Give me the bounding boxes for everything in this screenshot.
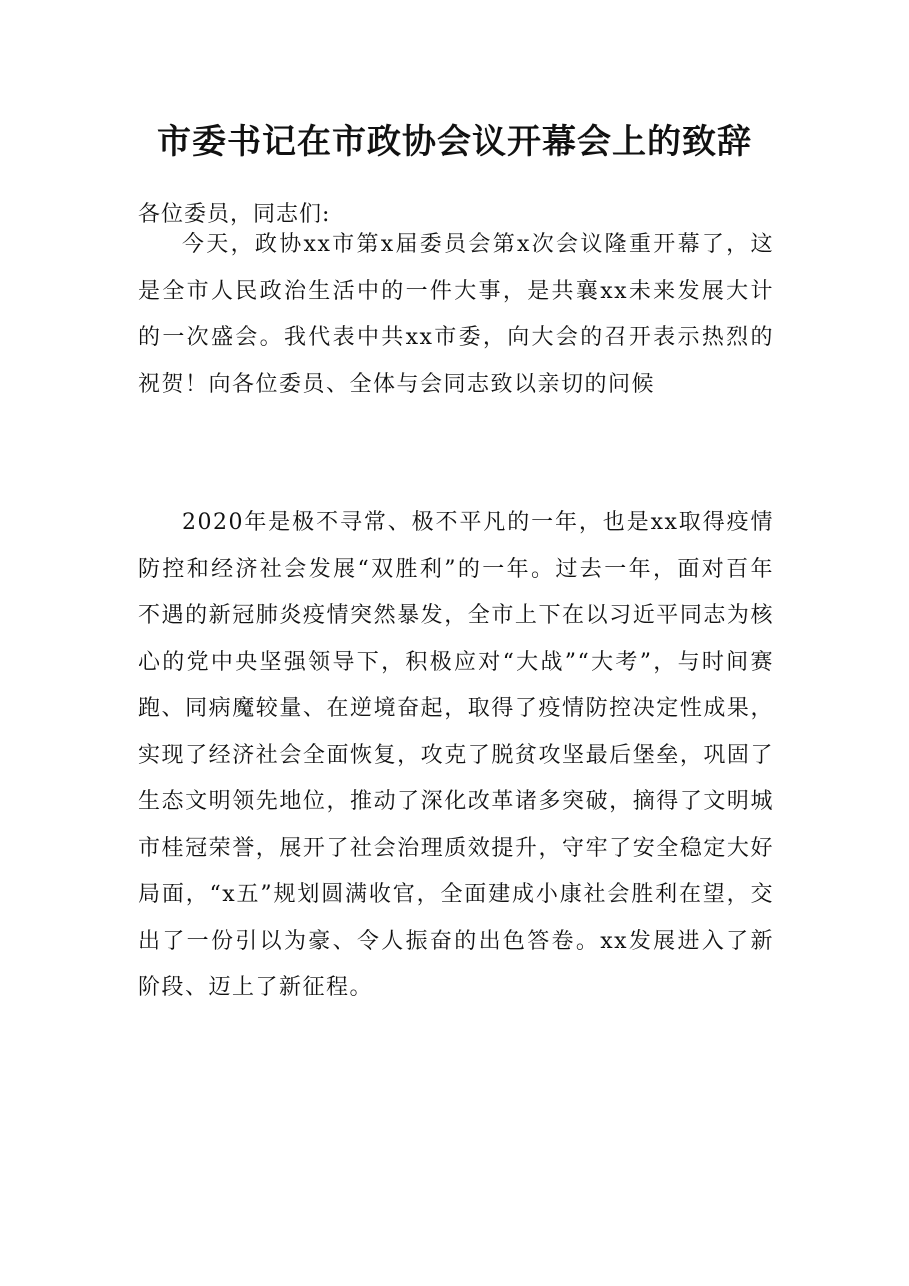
salutation: 各位委员，同志们:	[138, 202, 331, 227]
paragraph-opening: 今天，政协xx市第x届委员会第x次会议隆重开幕了，这是全市人民政治生活中的一件大事，是共襄xx未来发展大计的一次盛会。我代表中共xx市委，向大会的召开表示热烈的祝贺！向各位委员、全体与会同志致以亲切的问候	[138, 232, 774, 397]
paragraph-review: 2020年是极不寻常、极不平凡的一年，也是xx取得疫情防控和经济社会发展“双胜利”的一年。过去一年，面对百年不遇的新冠肺炎疫情突然暴发，全市上下在以习近平同志为核心的党中央坚强领导下，积极应对“大战”“大考”，与时间赛跑、同病魔较量、在逆境奋起，取得了疫情防控决定性成果，实现了经济社会全面恢复，攻克了脱贫攻坚最后堡垒，巩固了生态文明领先地位，推动了深化改革诸多突破，摘得了文明城市桂冠荣誉，展开了社会治理质效提升，守牢了安全稳定大好局面，“x五”规划圆满收官，全面建成小康社会胜利在望，交出了一份引以为豪、令人振奋的出色答卷。xx发展进入了新阶段、迈上了新征程。	[138, 510, 774, 1000]
document-title: 市委书记在市政协会议开幕会上的致辞	[157, 122, 752, 162]
